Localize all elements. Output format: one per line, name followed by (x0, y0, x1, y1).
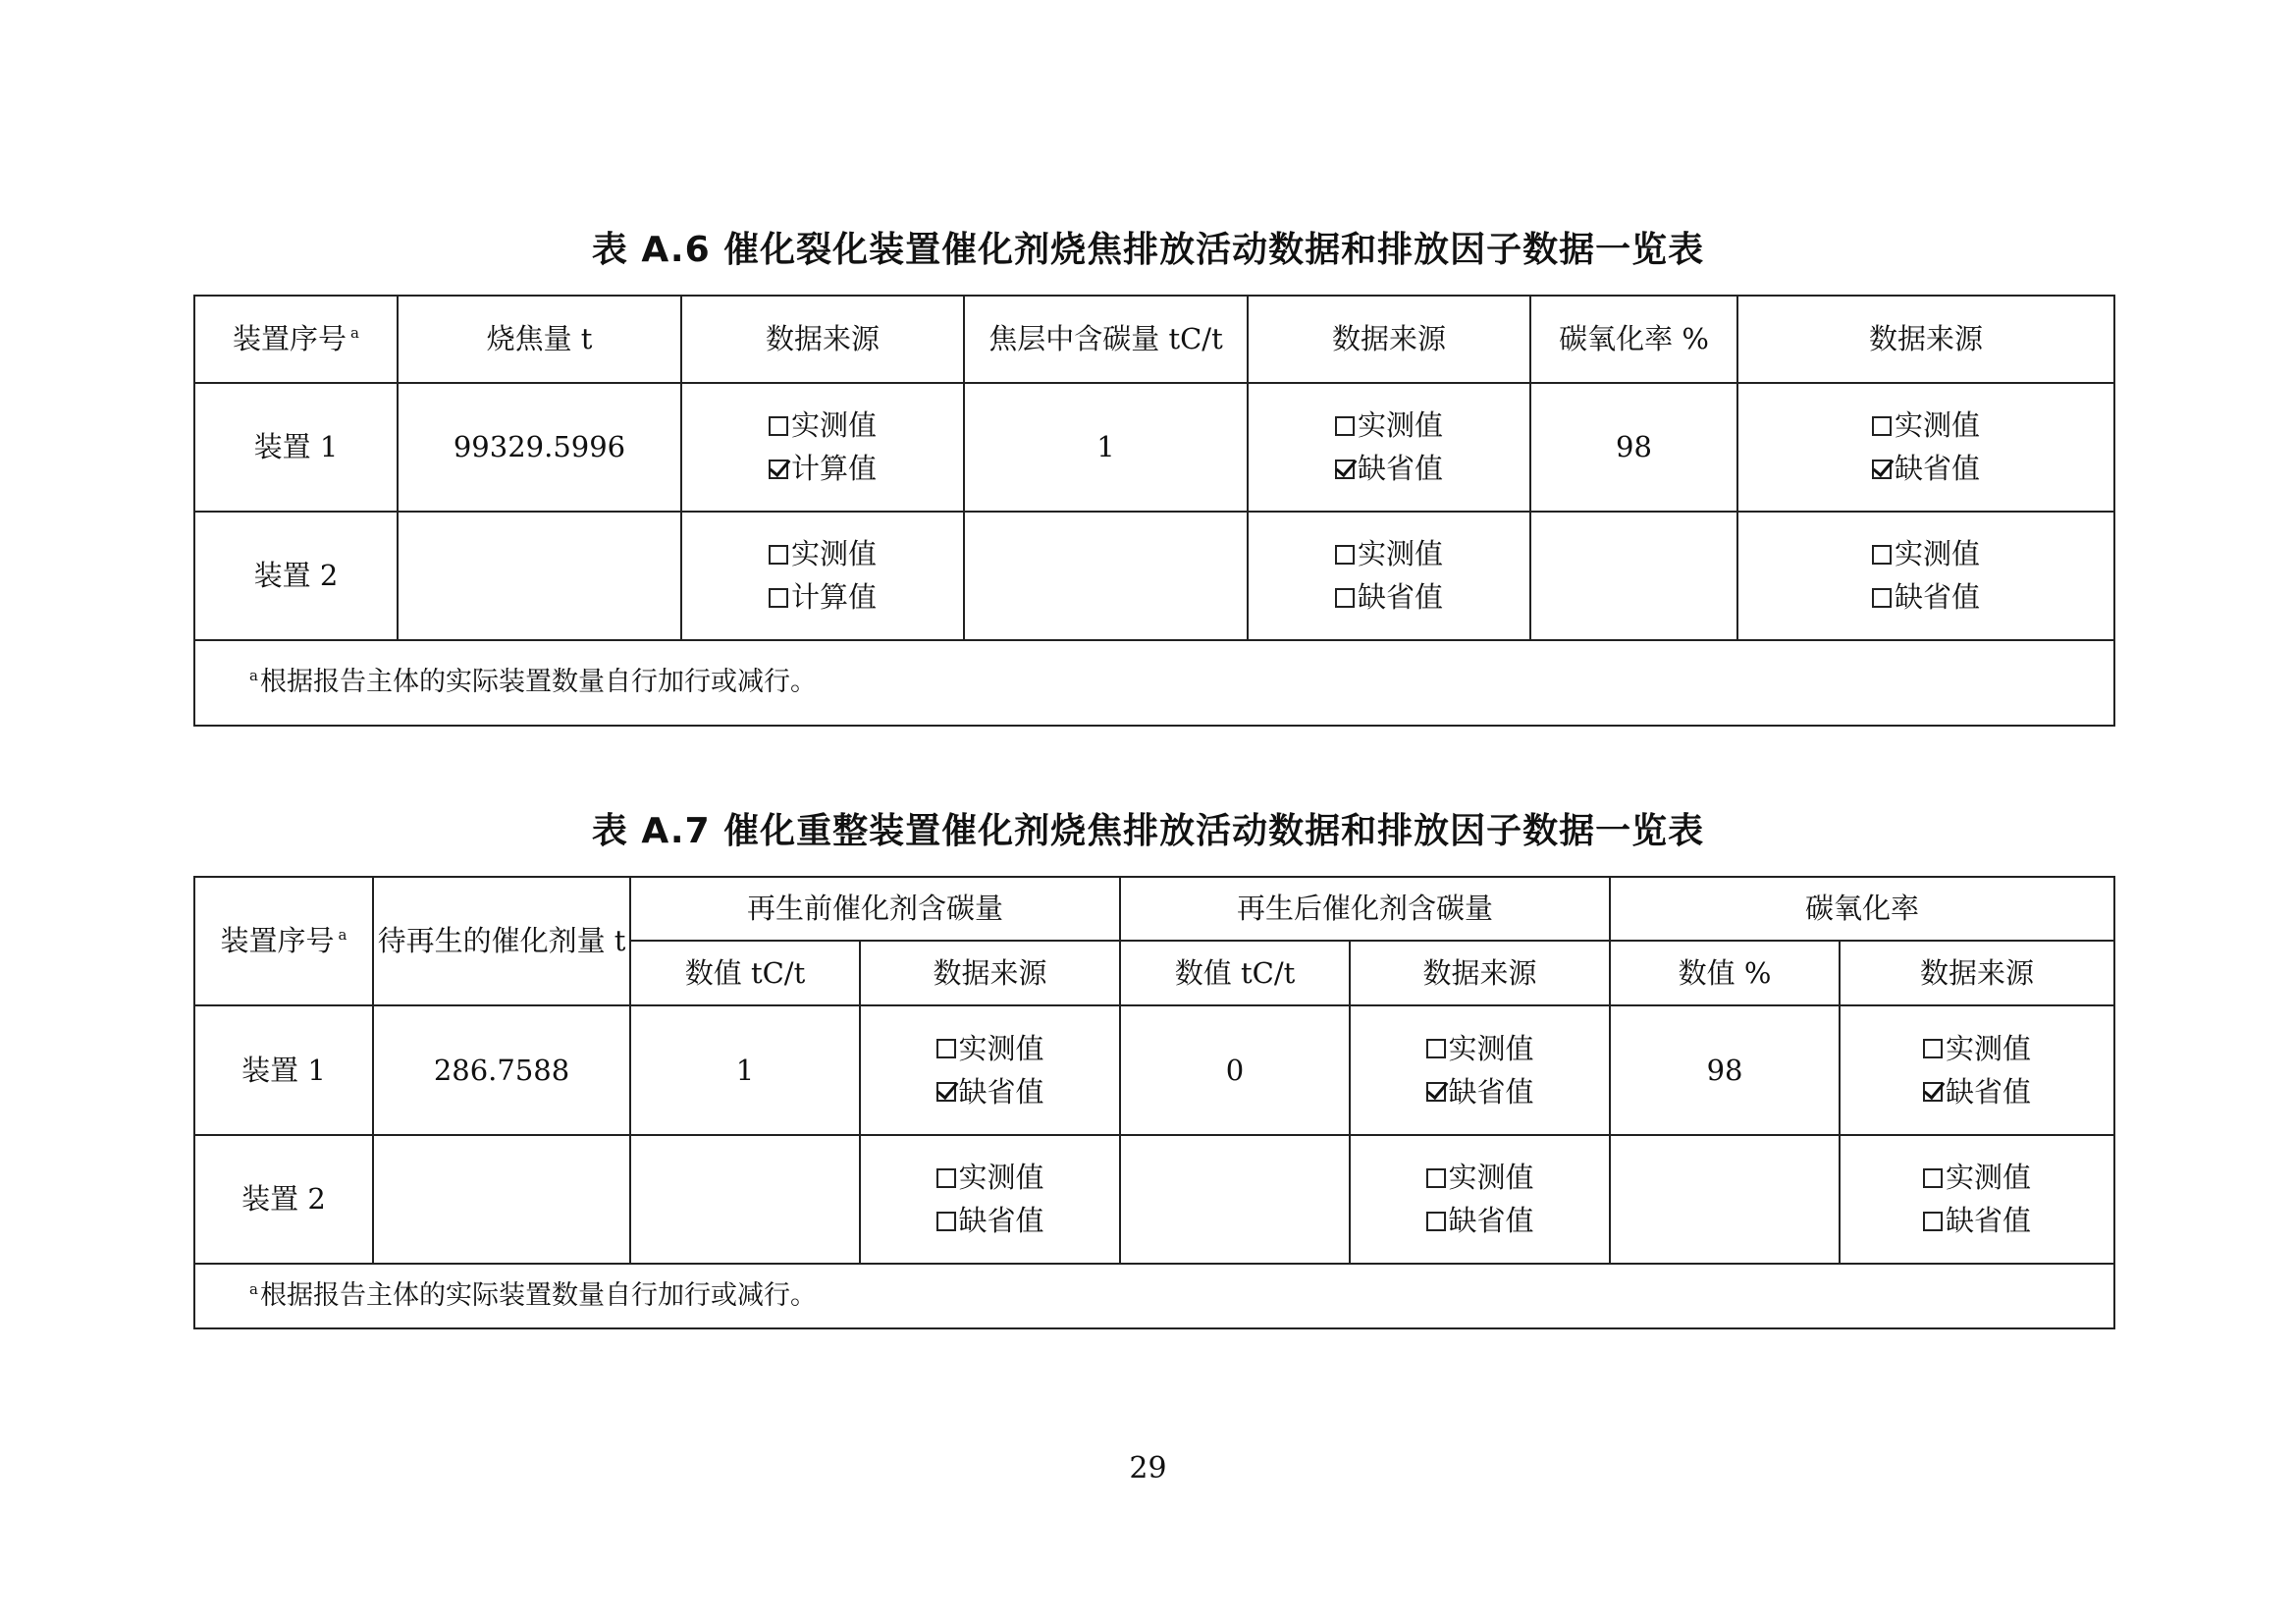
table-header-row (194, 877, 2114, 941)
unit-name: 装置 2 (194, 512, 398, 640)
checkbox[interactable] (1335, 416, 1355, 436)
table-a7-title: 表 A.7 催化重整装置催化剂烧焦排放活动数据和排放因子数据一览表 (591, 811, 1705, 851)
carbon-content-value: 1 (964, 383, 1248, 512)
table-row (194, 1005, 2114, 1135)
checkbox-checked[interactable] (1923, 1082, 1943, 1102)
unit-name: 装置 1 (194, 383, 398, 512)
option-measured[interactable]: 实测值 (1426, 1027, 1534, 1070)
table-header-row (194, 296, 2114, 383)
before-value: 1 (630, 1005, 860, 1135)
table-row (194, 512, 2114, 640)
option-default[interactable]: 缺省值 (1335, 576, 1443, 620)
table-a6-title: 表 A.6 催化裂化装置催化剂烧焦排放活动数据和排放因子数据一览表 (591, 230, 1705, 270)
option-measured[interactable]: 实测值 (936, 1027, 1044, 1070)
unit-name: 装置 1 (194, 1005, 373, 1135)
after-value[interactable] (1120, 1135, 1350, 1264)
option-default[interactable]: 缺省值 (1923, 1070, 2031, 1113)
checkbox[interactable] (1923, 1039, 1943, 1058)
header-data-source: 数据来源 (1248, 296, 1530, 383)
carbon-content-value[interactable] (964, 512, 1248, 640)
header-oxidation-rate: 碳氧化率 % (1530, 296, 1737, 383)
checkbox[interactable] (1923, 1168, 1943, 1188)
option-calculated[interactable]: 计算值 (769, 576, 877, 620)
header-after-regeneration: 再生后催化剂含碳量 (1120, 877, 1610, 941)
option-default[interactable]: 缺省值 (1335, 448, 1443, 491)
table-a7 (193, 876, 2115, 1329)
header-data-source: 数据来源 (681, 296, 964, 383)
table-note-row (194, 1264, 2114, 1328)
option-measured[interactable]: 实测值 (1923, 1157, 2031, 1200)
oxidation-value: 98 (1610, 1005, 1840, 1135)
catalyst-amount-value: 286.7588 (373, 1005, 630, 1135)
catalyst-amount-value[interactable] (373, 1135, 630, 1264)
data-source-cell (681, 383, 964, 512)
data-source-cell (860, 1135, 1120, 1264)
option-measured[interactable]: 实测值 (1335, 405, 1443, 448)
data-source-cell (1737, 512, 2114, 640)
subheader-value: 数值 % (1610, 941, 1840, 1005)
oxidation-rate-value[interactable] (1530, 512, 1737, 640)
header-coke-burn: 烧焦量 t (398, 296, 681, 383)
option-default[interactable]: 缺省值 (1872, 576, 1980, 620)
oxidation-rate-value: 98 (1530, 383, 1737, 512)
table-note-row (194, 640, 2114, 726)
subheader-value: 数值 tC/t (630, 941, 860, 1005)
data-source-cell (1350, 1005, 1610, 1135)
checkbox[interactable] (769, 545, 788, 565)
header-data-source: 数据来源 (1737, 296, 2114, 383)
checkbox[interactable] (936, 1039, 956, 1058)
option-measured[interactable]: 实测值 (1426, 1157, 1534, 1200)
page-number: 29 (1129, 1451, 1167, 1486)
option-default[interactable]: 缺省值 (1426, 1070, 1534, 1113)
header-unit-no: 装置序号 $^a$ (194, 296, 398, 383)
checkbox[interactable] (1335, 545, 1355, 565)
option-measured[interactable]: 实测值 (936, 1157, 1044, 1200)
data-source-cell (860, 1005, 1120, 1135)
data-source-cell (1737, 383, 2114, 512)
checkbox[interactable] (936, 1212, 956, 1231)
checkbox[interactable] (769, 588, 788, 608)
checkbox[interactable] (1426, 1212, 1446, 1231)
coke-burn-value: 99329.5996 (398, 383, 681, 512)
data-source-cell (1248, 383, 1530, 512)
data-source-cell (1350, 1135, 1610, 1264)
option-default[interactable]: 缺省值 (936, 1200, 1044, 1243)
option-default[interactable]: 缺省值 (1923, 1200, 2031, 1243)
header-oxidation-rate: 碳氧化率 (1610, 877, 2114, 941)
data-source-cell (681, 512, 964, 640)
subheader-value: 数值 tC/t (1120, 941, 1350, 1005)
checkbox[interactable] (1335, 588, 1355, 608)
header-catalyst-amount: 待再生的催化剂量 t (373, 877, 630, 1005)
header-carbon-content: 焦层中含碳量 tC/t (964, 296, 1248, 383)
option-measured[interactable]: 实测值 (1335, 533, 1443, 576)
table-note: $^a$根据报告主体的实际装置数量自行加行或减行。 (194, 1264, 2114, 1328)
table-row (194, 383, 2114, 512)
checkbox-checked[interactable] (1335, 460, 1355, 479)
option-measured[interactable]: 实测值 (1872, 405, 1980, 448)
table-a6 (193, 295, 2115, 727)
before-value[interactable] (630, 1135, 860, 1264)
checkbox[interactable] (1872, 545, 1892, 565)
data-source-cell (1840, 1005, 2114, 1135)
checkbox[interactable] (769, 416, 788, 436)
option-measured[interactable]: 实测值 (1872, 533, 1980, 576)
checkbox[interactable] (1426, 1168, 1446, 1188)
table-note: $^a$根据报告主体的实际装置数量自行加行或减行。 (194, 640, 2114, 726)
checkbox[interactable] (936, 1168, 956, 1188)
coke-burn-value[interactable] (398, 512, 681, 640)
option-measured[interactable]: 实测值 (1923, 1027, 2031, 1070)
option-measured[interactable]: 实测值 (769, 533, 877, 576)
after-value: 0 (1120, 1005, 1350, 1135)
header-unit-no: 装置序号 $^a$ (194, 877, 373, 1005)
table-row (194, 1135, 2114, 1264)
checkbox-checked[interactable] (936, 1082, 956, 1102)
checkbox[interactable] (1923, 1212, 1943, 1231)
checkbox-checked[interactable] (1426, 1082, 1446, 1102)
subheader-data-source: 数据来源 (1350, 941, 1610, 1005)
subheader-data-source: 数据来源 (1840, 941, 2114, 1005)
checkbox-checked[interactable] (769, 460, 788, 479)
checkbox[interactable] (1872, 588, 1892, 608)
checkbox[interactable] (1872, 416, 1892, 436)
oxidation-value[interactable] (1610, 1135, 1840, 1264)
checkbox-checked[interactable] (1872, 460, 1892, 479)
data-source-cell (1840, 1135, 2114, 1264)
option-calculated[interactable]: 计算值 (769, 448, 877, 491)
header-before-regeneration: 再生前催化剂含碳量 (630, 877, 1120, 941)
subheader-data-source: 数据来源 (860, 941, 1120, 1005)
unit-name: 装置 2 (194, 1135, 373, 1264)
option-default[interactable]: 缺省值 (1426, 1200, 1534, 1243)
option-default[interactable]: 缺省值 (1872, 448, 1980, 491)
option-default[interactable]: 缺省值 (936, 1070, 1044, 1113)
data-source-cell (1248, 512, 1530, 640)
option-measured[interactable]: 实测值 (769, 405, 877, 448)
checkbox[interactable] (1426, 1039, 1446, 1058)
